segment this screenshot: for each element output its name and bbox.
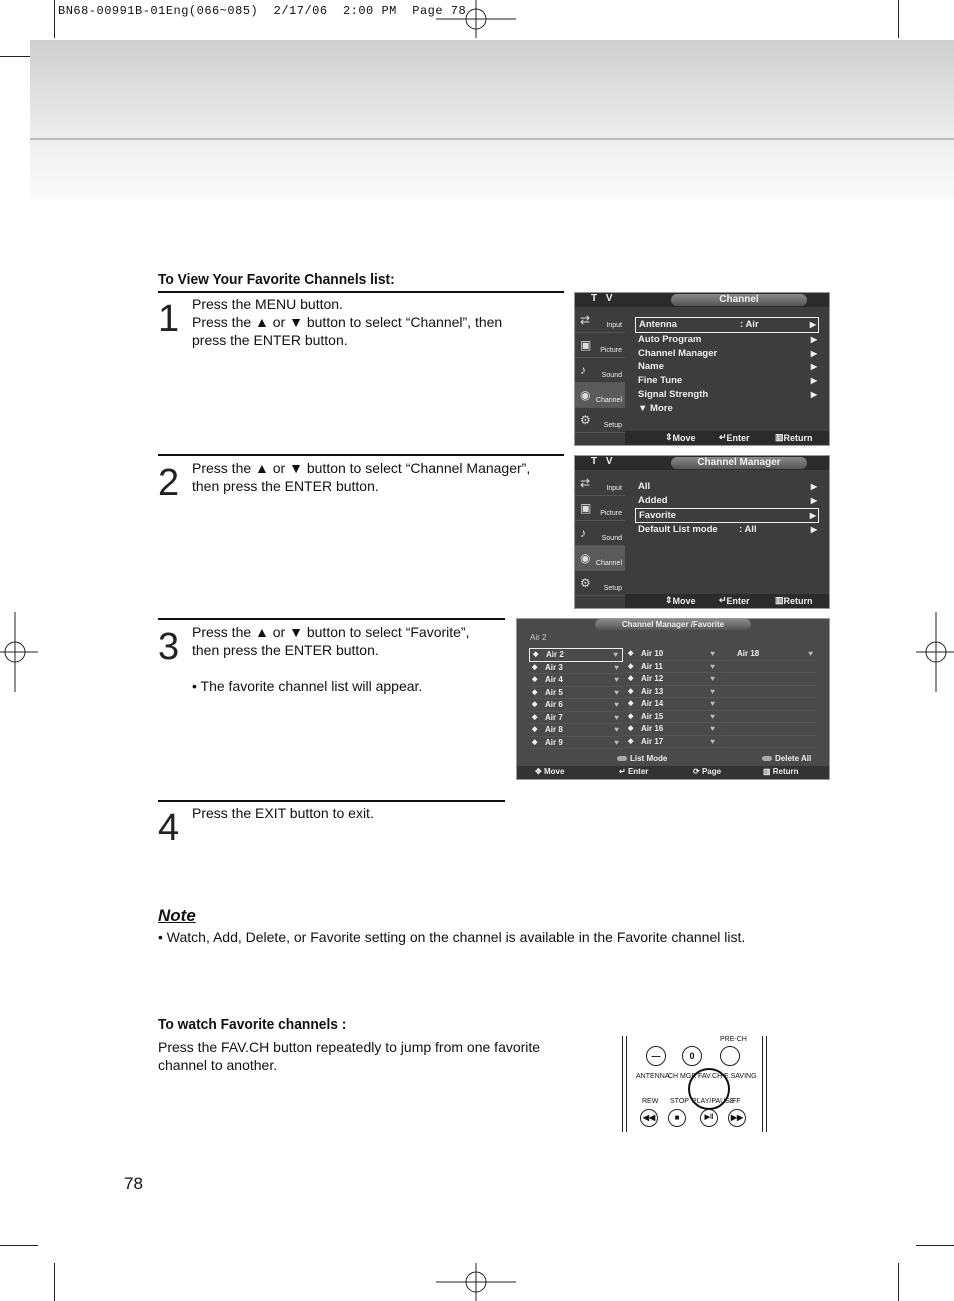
channel-cell[interactable]: ◆ Air 8 ♥ bbox=[529, 724, 623, 737]
favorite-icon: ◆ bbox=[532, 701, 538, 708]
osd-title-bar bbox=[575, 293, 829, 307]
play-pause-label: PLAY/PAUSE bbox=[692, 1098, 735, 1105]
step-line: Press the ▲ or ▼ button to select “Channel”, then bbox=[192, 314, 503, 330]
delete-all-button[interactable]: Delete All bbox=[762, 754, 811, 763]
osd-menu-list bbox=[635, 480, 819, 537]
tv-label: T V bbox=[591, 293, 616, 304]
move-hint: ✥ Move bbox=[535, 767, 565, 776]
osd-title: Channel Manager /Favorite bbox=[595, 619, 751, 630]
favorite-icon: ◆ bbox=[628, 737, 634, 745]
heart-icon: ♥ bbox=[808, 649, 813, 658]
rew-label: REW bbox=[642, 1098, 659, 1105]
watch-text bbox=[158, 1038, 540, 1074]
channel-icon: ◉ bbox=[580, 551, 591, 565]
ch-mgr-label: CH MGR bbox=[668, 1073, 697, 1080]
favorite-icon: ◆ bbox=[628, 662, 634, 670]
tv-favorite-list bbox=[516, 618, 830, 780]
menu-item-fine-tune[interactable]: Fine Tune ▶ bbox=[638, 375, 817, 387]
menu-item-channel-manager[interactable]: Channel Manager ▶ bbox=[638, 347, 817, 359]
heart-icon: ♥ bbox=[710, 661, 715, 671]
sidebar-item-sound[interactable]: ♪ Sound bbox=[575, 358, 625, 383]
fav-ch-label: FAV.CH bbox=[698, 1073, 723, 1080]
empty-cell bbox=[721, 736, 817, 749]
step-number: 1 bbox=[158, 298, 180, 340]
registration-mark bbox=[916, 612, 954, 692]
tv-label: T V bbox=[591, 456, 616, 467]
step-rule bbox=[158, 618, 505, 620]
channel-cell[interactable]: ◆ Air 7 ♥ bbox=[529, 712, 623, 725]
favorite-icon: ◆ bbox=[628, 687, 634, 695]
step-text bbox=[192, 804, 374, 822]
heart-icon: ♥ bbox=[613, 650, 618, 659]
sidebar-item-setup[interactable]: ⚙ Setup bbox=[575, 408, 625, 433]
channel-cell[interactable]: ◆ Air 12 ♥ bbox=[625, 673, 719, 686]
remote-edge bbox=[762, 1036, 767, 1132]
favorite-icon: ◆ bbox=[532, 688, 538, 696]
setup-icon: ⚙ bbox=[580, 576, 591, 590]
enter-hint: ↵ Enter bbox=[619, 767, 649, 776]
empty-cell bbox=[721, 673, 817, 686]
favorite-icon: ◆ bbox=[533, 651, 539, 658]
empty-cell bbox=[721, 711, 817, 724]
registration-mark bbox=[436, 1263, 516, 1301]
step-text bbox=[192, 459, 530, 495]
heart-icon: ♥ bbox=[710, 711, 715, 721]
step-text bbox=[192, 623, 469, 695]
fav-column-3 bbox=[721, 648, 817, 748]
registration-mark bbox=[0, 612, 38, 692]
osd-menu-list bbox=[635, 317, 819, 416]
osd-sidebar bbox=[575, 308, 625, 433]
sound-icon: ♪ bbox=[580, 363, 586, 377]
step-number: 2 bbox=[158, 462, 180, 504]
button-pill-icon bbox=[762, 756, 772, 761]
channel-cell[interactable]: ◆ Air 17 ♥ bbox=[625, 736, 719, 749]
channel-cell[interactable]: ◆ Air 10 ♥ bbox=[625, 648, 719, 661]
watch-line: channel to another. bbox=[158, 1057, 278, 1073]
print-header: BN68-00991B-01Eng(066~085) 2/17/06 2:00 PM Page 78 bbox=[58, 4, 467, 18]
watch-line: Press the FAV.CH button repeatedly to jump from one favorite bbox=[158, 1039, 541, 1055]
channel-cell[interactable]: ◆ Air 6 ♥ bbox=[529, 699, 623, 712]
crop-mark bbox=[0, 1245, 38, 1246]
channel-cell[interactable]: ◆ Air 11 ♥ bbox=[625, 661, 719, 674]
enter-hint: ↵ Enter bbox=[719, 595, 750, 606]
move-hint: ⇕ Move bbox=[665, 432, 696, 443]
empty-cell bbox=[721, 686, 817, 699]
menu-item-default-list-mode[interactable]: Default List mode : All ▶ bbox=[638, 524, 817, 536]
channel-cell[interactable]: ◆ Air 9 ♥ bbox=[529, 737, 623, 750]
crop-mark bbox=[898, 1263, 899, 1301]
banner-divider bbox=[30, 138, 954, 140]
step-number: 4 bbox=[158, 807, 180, 849]
button-pill-icon bbox=[617, 756, 627, 761]
channel-cell[interactable]: ◆ Air 3 ♥ bbox=[529, 662, 623, 675]
step-text bbox=[192, 295, 502, 349]
input-icon: ⇄ bbox=[580, 313, 591, 327]
channel-cell[interactable]: ◆ Air 16 ♥ bbox=[625, 723, 719, 736]
move-hint: ⇕ Move bbox=[665, 595, 696, 606]
osd-title: Channel bbox=[671, 294, 807, 306]
note-title: Note bbox=[158, 906, 196, 925]
osd-title-bar bbox=[575, 456, 829, 470]
e-saving-label: E.SAVING bbox=[724, 1073, 757, 1080]
picture-icon: ▣ bbox=[580, 501, 592, 515]
channel-cell[interactable]: ◆ Air 15 ♥ bbox=[625, 711, 719, 724]
favorite-icon: ◆ bbox=[628, 725, 634, 732]
antenna-label: ANTENNA bbox=[636, 1073, 670, 1080]
osd-sidebar bbox=[575, 471, 625, 596]
favorite-icon: ◆ bbox=[628, 700, 634, 707]
section-title-view: To View Your Favorite Channels list: bbox=[158, 271, 395, 288]
sidebar-item-picture[interactable]: ▣ Picture bbox=[575, 333, 625, 358]
favorite-icon: ◆ bbox=[532, 713, 538, 721]
zero-button[interactable]: 0 bbox=[682, 1046, 702, 1066]
list-subtitle: Air 2 bbox=[530, 633, 547, 642]
setup-icon: ⚙ bbox=[580, 413, 591, 427]
heart-icon: ♥ bbox=[614, 737, 619, 747]
favorite-icon: ◆ bbox=[532, 738, 538, 746]
return-hint: ▥ Return bbox=[775, 595, 813, 606]
menu-item-name[interactable]: Name ▶ bbox=[638, 361, 817, 373]
tv-menu-channel-manager bbox=[574, 455, 830, 609]
page-number: 78 bbox=[124, 1174, 143, 1193]
osd-help-bar bbox=[517, 766, 829, 779]
heart-icon: ♥ bbox=[614, 662, 619, 672]
sidebar-item-input[interactable]: ⇄ Input bbox=[575, 308, 625, 333]
step-rule bbox=[158, 454, 564, 456]
channel-cell[interactable]: Air 18 ♥ bbox=[721, 648, 817, 661]
empty-cell bbox=[721, 698, 817, 711]
channel-icon: ◉ bbox=[580, 388, 591, 402]
crop-mark bbox=[54, 1263, 55, 1301]
ff-label: FF bbox=[732, 1098, 741, 1105]
heart-icon: ♥ bbox=[710, 724, 715, 733]
input-icon: ⇄ bbox=[580, 476, 591, 490]
play-pause-button[interactable]: ▶‖ bbox=[700, 1109, 718, 1127]
enter-hint: ↵ Enter bbox=[719, 432, 750, 443]
heart-icon: ♥ bbox=[710, 649, 715, 658]
registration-mark bbox=[436, 0, 516, 38]
step-line: Press the EXIT button to exit. bbox=[192, 805, 374, 821]
step-line: Press the MENU button. bbox=[192, 296, 343, 312]
step-line: press the ENTER button. bbox=[192, 332, 348, 348]
step-line: then press the ENTER button. bbox=[192, 478, 379, 494]
step-line: then press the ENTER button. bbox=[192, 642, 379, 658]
menu-item-signal-strength[interactable]: Signal Strength ▶ bbox=[638, 388, 817, 400]
sidebar-item-input[interactable]: ⇄ Input bbox=[575, 471, 625, 496]
header-banner bbox=[30, 40, 954, 200]
step-line bbox=[192, 659, 469, 677]
heart-icon: ♥ bbox=[614, 712, 619, 722]
channel-cell[interactable]: ◆ Air 4 ♥ bbox=[529, 674, 623, 687]
remote-control-illustration bbox=[620, 1036, 770, 1132]
favorite-icon: ◆ bbox=[532, 726, 538, 733]
stop-label: STOP bbox=[670, 1098, 689, 1105]
menu-item-favorite[interactable]: Favorite ▶ bbox=[635, 508, 819, 524]
favorite-icon: ◆ bbox=[628, 650, 634, 657]
heart-icon: ♥ bbox=[614, 700, 619, 709]
favorite-icon: ◆ bbox=[628, 712, 634, 720]
favorite-icon: ◆ bbox=[532, 676, 538, 683]
empty-cell bbox=[721, 661, 817, 674]
favorite-icon: ◆ bbox=[532, 663, 538, 671]
heart-icon: ♥ bbox=[710, 699, 715, 708]
crop-mark bbox=[898, 0, 899, 38]
return-hint: ▥ Return bbox=[763, 767, 799, 776]
section-title-watch: To watch Favorite channels : bbox=[158, 1016, 347, 1033]
step-line: • The favorite channel list will appear. bbox=[192, 678, 423, 694]
rew-button[interactable]: ◀◀ bbox=[640, 1109, 658, 1127]
pre-ch-label: PRE-CH bbox=[720, 1036, 747, 1043]
step-rule bbox=[158, 800, 505, 802]
picture-icon: ▣ bbox=[580, 338, 592, 352]
menu-item-added[interactable]: Added ▶ bbox=[638, 494, 817, 506]
return-hint: ▥ Return bbox=[775, 432, 813, 443]
channel-cell[interactable]: ◆ Air 14 ♥ bbox=[625, 698, 719, 711]
menu-item-antenna[interactable]: Antenna : Air ▶ bbox=[635, 317, 819, 333]
osd-title: Channel Manager bbox=[671, 457, 807, 469]
menu-item-more[interactable]: ▼ More bbox=[638, 402, 673, 414]
pre-ch-button[interactable] bbox=[720, 1046, 740, 1066]
empty-cell bbox=[721, 723, 817, 736]
remote-edge bbox=[622, 1036, 627, 1132]
heart-icon: ♥ bbox=[614, 687, 619, 697]
page-hint: ⟳ Page bbox=[693, 767, 722, 776]
crop-mark bbox=[916, 1245, 954, 1246]
sidebar-item-sound[interactable]: ♪ Sound bbox=[575, 521, 625, 546]
crop-mark bbox=[54, 0, 55, 38]
heart-icon: ♥ bbox=[614, 725, 619, 734]
heart-icon: ♥ bbox=[710, 736, 715, 746]
heart-icon: ♥ bbox=[614, 675, 619, 684]
fav-column-1 bbox=[529, 648, 623, 749]
dash-button[interactable]: — bbox=[646, 1046, 666, 1066]
channel-cell[interactable]: ◆ Air 2 ♥ bbox=[529, 648, 623, 662]
osd-help-bar bbox=[625, 594, 829, 608]
menu-item-all[interactable]: All ▶ bbox=[638, 481, 817, 492]
sidebar-item-channel[interactable]: ◉ Channel bbox=[575, 546, 625, 571]
sidebar-item-picture[interactable]: ▣ Picture bbox=[575, 496, 625, 521]
stop-button[interactable]: ■ bbox=[668, 1109, 686, 1127]
step-number: 3 bbox=[158, 626, 180, 668]
note-text: • Watch, Add, Delete, or Favorite setting on the channel is available in the Favorite channel list. bbox=[158, 929, 746, 945]
list-mode-button[interactable]: List Mode bbox=[617, 754, 667, 763]
osd-help-bar bbox=[625, 431, 829, 445]
step-line: Press the ▲ or ▼ button to select “Channel Manager”, bbox=[192, 460, 531, 476]
sound-icon: ♪ bbox=[580, 526, 586, 540]
fav-column-2 bbox=[625, 648, 719, 748]
heart-icon: ♥ bbox=[710, 674, 715, 683]
step-line: Press the ▲ or ▼ button to select “Favorite”, bbox=[192, 624, 470, 640]
sidebar-item-setup[interactable]: ⚙ Setup bbox=[575, 571, 625, 596]
ff-button[interactable]: ▶▶ bbox=[728, 1109, 746, 1127]
tv-menu-channel bbox=[574, 292, 830, 446]
channel-cell[interactable]: ◆ Air 5 ♥ bbox=[529, 687, 623, 700]
favorite-icon: ◆ bbox=[628, 675, 634, 682]
heart-icon: ♥ bbox=[710, 686, 715, 696]
step-rule bbox=[158, 291, 564, 293]
menu-item-auto-program[interactable]: Auto Program ▶ bbox=[638, 333, 817, 345]
sidebar-item-channel[interactable]: ◉ Channel bbox=[575, 383, 625, 408]
channel-cell[interactable]: ◆ Air 13 ♥ bbox=[625, 686, 719, 699]
